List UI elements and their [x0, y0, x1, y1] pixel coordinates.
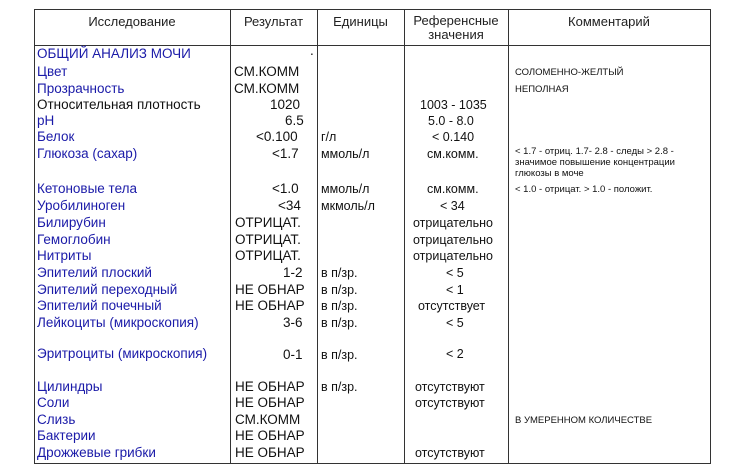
- row-units: мкмоль/л: [321, 199, 375, 213]
- row-result: СМ.КОММ: [234, 81, 300, 96]
- row-name: Белок: [37, 129, 75, 144]
- row-comment: В УМЕРЕННОМ КОЛИЧЕСТВЕ: [515, 415, 653, 426]
- row-result: ОТРИЦАТ.: [235, 232, 301, 247]
- row-comment: СОЛОМЕННО-ЖЕЛТЫЙ: [515, 67, 624, 78]
- row-reference: 5.0 - 8.0: [428, 114, 474, 128]
- header-units: Единицы: [333, 14, 388, 29]
- table-border-bottom: [34, 463, 711, 464]
- row-comment: < 1.0 - отрицат. > 1.0 - положит.: [515, 184, 653, 195]
- row-units: в п/зр.: [321, 348, 358, 362]
- row-name: Эпителий почечный: [37, 298, 162, 313]
- row-reference: < 34: [440, 199, 465, 213]
- row-units: г/л: [321, 130, 337, 144]
- row-result: ОТРИЦАТ.: [235, 215, 301, 230]
- column-divider: [317, 9, 318, 464]
- row-reference: отсутствуют: [415, 396, 485, 410]
- row-result: <0.100: [256, 129, 298, 144]
- row-name: Гемоглобин: [37, 232, 111, 247]
- row-comment: НЕПОЛНАЯ: [515, 84, 569, 95]
- row-name: Дрожжевые грибки: [37, 445, 156, 460]
- table-border-left: [34, 9, 35, 464]
- row-reference: см.комм.: [427, 182, 479, 196]
- row-result: НЕ ОБНАР: [235, 282, 305, 297]
- row-name: pH: [37, 113, 55, 128]
- row-name: Глюкоза (сахар): [37, 146, 138, 161]
- row-reference: < 1: [446, 283, 464, 297]
- row-units: в п/зр.: [321, 316, 358, 330]
- row-result: .: [310, 43, 314, 58]
- row-result: СМ.КОММ: [235, 412, 301, 427]
- column-divider: [230, 9, 231, 464]
- row-result: НЕ ОБНАР: [235, 379, 305, 394]
- row-reference: отрицательно: [413, 216, 493, 230]
- table-border-right: [710, 9, 711, 464]
- row-result: НЕ ОБНАР: [235, 445, 305, 460]
- row-reference: < 2: [446, 347, 464, 361]
- row-reference: 1003 - 1035: [420, 98, 487, 112]
- header-reference: Референсные значения: [413, 13, 499, 42]
- row-name: Лейкоциты (микроскопия): [37, 315, 199, 330]
- row-result: ОТРИЦАТ.: [235, 248, 301, 263]
- row-result: 1020: [270, 97, 301, 112]
- row-name: Нитриты: [37, 248, 92, 263]
- row-name: Эпителий переходный: [37, 282, 178, 297]
- row-reference: отсутствует: [418, 299, 486, 313]
- row-result: 1-2: [283, 265, 303, 280]
- row-name: Кетоновые тела: [37, 181, 138, 196]
- row-result: <1.7: [272, 146, 299, 161]
- row-units: ммоль/л: [321, 147, 370, 161]
- header-study: Исследование: [88, 14, 176, 29]
- column-divider: [508, 9, 509, 464]
- row-reference: < 5: [446, 266, 464, 280]
- row-result: СМ.КОММ: [234, 64, 300, 79]
- row-name: Эпителий плоский: [37, 265, 152, 280]
- row-reference: < 0.140: [432, 130, 475, 144]
- row-result: 3-6: [283, 315, 303, 330]
- header-result: Результат: [243, 14, 304, 29]
- row-units: в п/зр.: [321, 266, 358, 280]
- row-units: в п/зр.: [321, 299, 358, 313]
- row-reference: отсутствуют: [415, 380, 485, 394]
- results-table: [34, 9, 711, 464]
- row-name: Слизь: [37, 412, 76, 427]
- row-result: 0-1: [283, 347, 303, 362]
- row-units: в п/зр.: [321, 380, 358, 394]
- row-name: Цилиндры: [37, 379, 103, 394]
- row-reference: < 5: [446, 316, 464, 330]
- row-units: в п/зр.: [321, 283, 358, 297]
- row-name: Цвет: [37, 64, 68, 79]
- row-result: НЕ ОБНАР: [235, 428, 305, 443]
- row-reference: см.комм.: [427, 147, 479, 161]
- row-name: ОБЩИЙ АНАЛИЗ МОЧИ: [37, 46, 191, 61]
- row-result: НЕ ОБНАР: [235, 395, 305, 410]
- row-result: 6.5: [285, 113, 304, 128]
- row-result: НЕ ОБНАР: [235, 298, 305, 313]
- row-comment: < 1.7 - отриц. 1.7- 2.8 - следы > 2.8 - значимое повышение концентрации глюкозы в моче: [515, 146, 675, 179]
- row-name: Соли: [37, 395, 70, 410]
- column-divider: [404, 9, 405, 464]
- row-name: Бактерии: [37, 428, 96, 443]
- row-reference: отрицательно: [413, 249, 493, 263]
- row-result: <34: [278, 198, 301, 213]
- row-result: <1.0: [272, 181, 299, 196]
- row-name: Эритроциты (микроскопия): [37, 346, 208, 361]
- row-reference: отсутствуют: [415, 446, 485, 460]
- row-name: Прозрачность: [37, 81, 125, 96]
- row-name: Билирубин: [37, 215, 106, 230]
- row-name: Уробилиноген: [37, 198, 126, 213]
- row-reference: отрицательно: [413, 233, 493, 247]
- row-name: Относительная плотность: [37, 97, 201, 112]
- header-comment: Комментарий: [568, 14, 650, 29]
- row-units: ммоль/л: [321, 182, 370, 196]
